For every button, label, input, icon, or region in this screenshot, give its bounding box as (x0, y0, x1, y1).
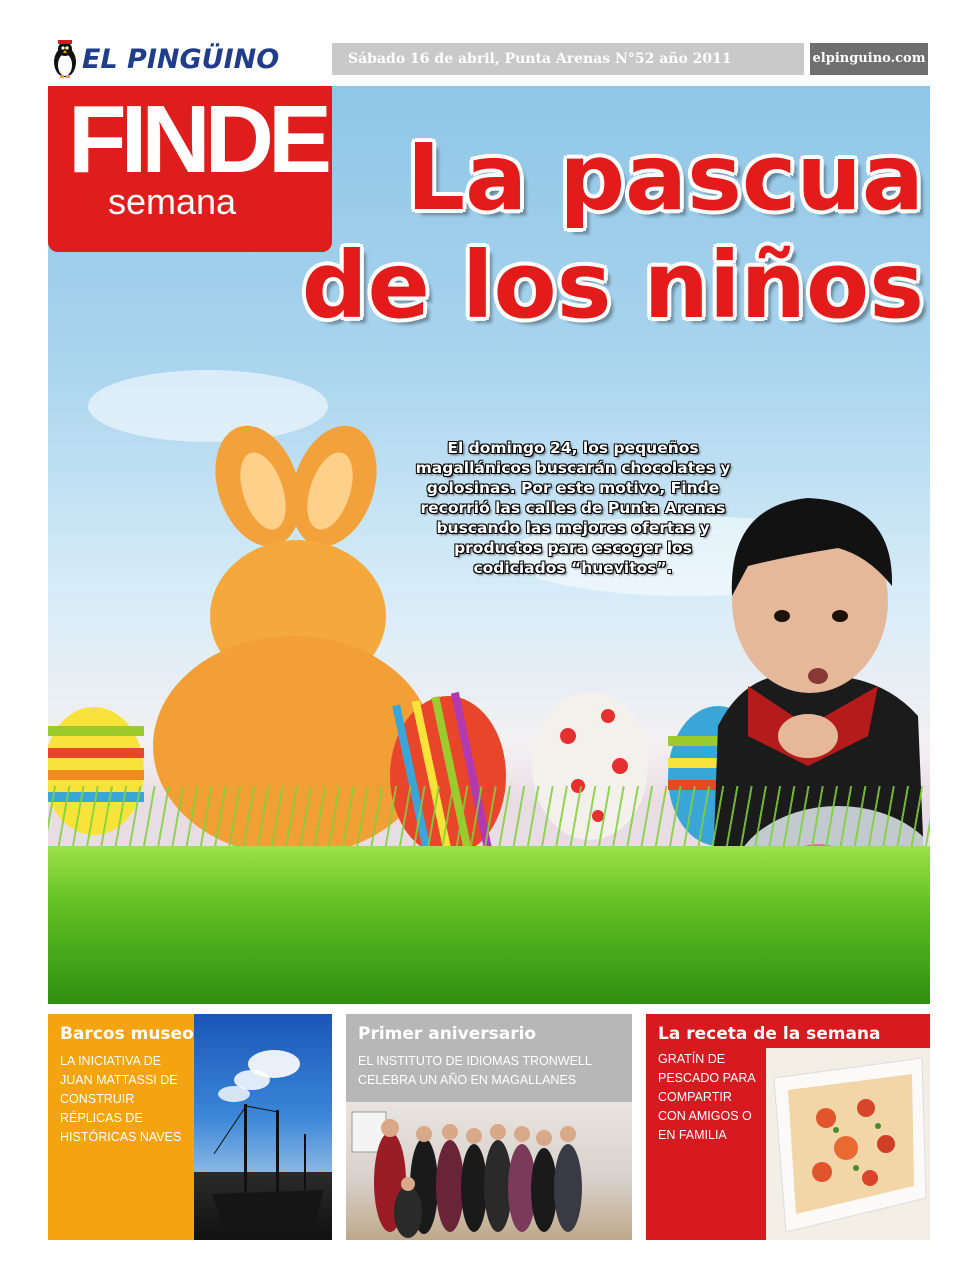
teaser-title: Barcos museo (60, 1024, 194, 1044)
cover-subhead: El domingo 24, los pequeños magallánicos buscarán chocolates y golosinas. Por este motivo, Finde recorrió las calles de Punta Arenas buscando las mejores ofertas y productos para escoger los codiciados “huevitos”. (415, 439, 731, 577)
grass-field (48, 846, 930, 1004)
gratin-dish-photo (766, 1048, 930, 1240)
group-photo (346, 1102, 632, 1240)
teaser-title: Primer aniversario (358, 1024, 537, 1044)
teaser-text: GRATÍN DE PESCADO PARA COMPARTIR CON AMIGOS O EN FAMILIA (658, 1052, 756, 1142)
masthead (52, 38, 932, 80)
teaser-primer-aniversario[interactable] (346, 1014, 632, 1240)
teaser-text: LA INICIATIVA DE JUAN MATTASSI DE CONSTRUIR RÉPLICAS DE HISTÓRICAS NAVES (60, 1054, 182, 1144)
newspaper-logo[interactable] (52, 38, 279, 80)
headline-line-1: La pascua (406, 124, 924, 231)
penguin-icon (52, 40, 78, 78)
logo-text: EL PINGÜINO (82, 43, 280, 75)
teaser-title: La receta de la semana (658, 1024, 881, 1044)
teaser-receta[interactable] (646, 1014, 930, 1240)
teaser-barcos-museo[interactable] (48, 1014, 332, 1240)
cover-hero (48, 86, 930, 1004)
cover-headline (234, 124, 924, 340)
headline-line-2: de los niños (301, 232, 924, 339)
website-link[interactable]: elpinguino.com (810, 43, 928, 75)
issue-dateline: Sábado 16 de abril, Punta Arenas N°52 año 2011 (332, 43, 804, 75)
section-subtitle: semana (108, 181, 237, 222)
section-title: FINDE (68, 86, 326, 193)
teaser-text: EL INSTITUTO DE IDIOMAS TRONWELL CELEBRA UN AÑO EN MAGALLANES (358, 1054, 592, 1087)
ship-photo (194, 1014, 332, 1240)
